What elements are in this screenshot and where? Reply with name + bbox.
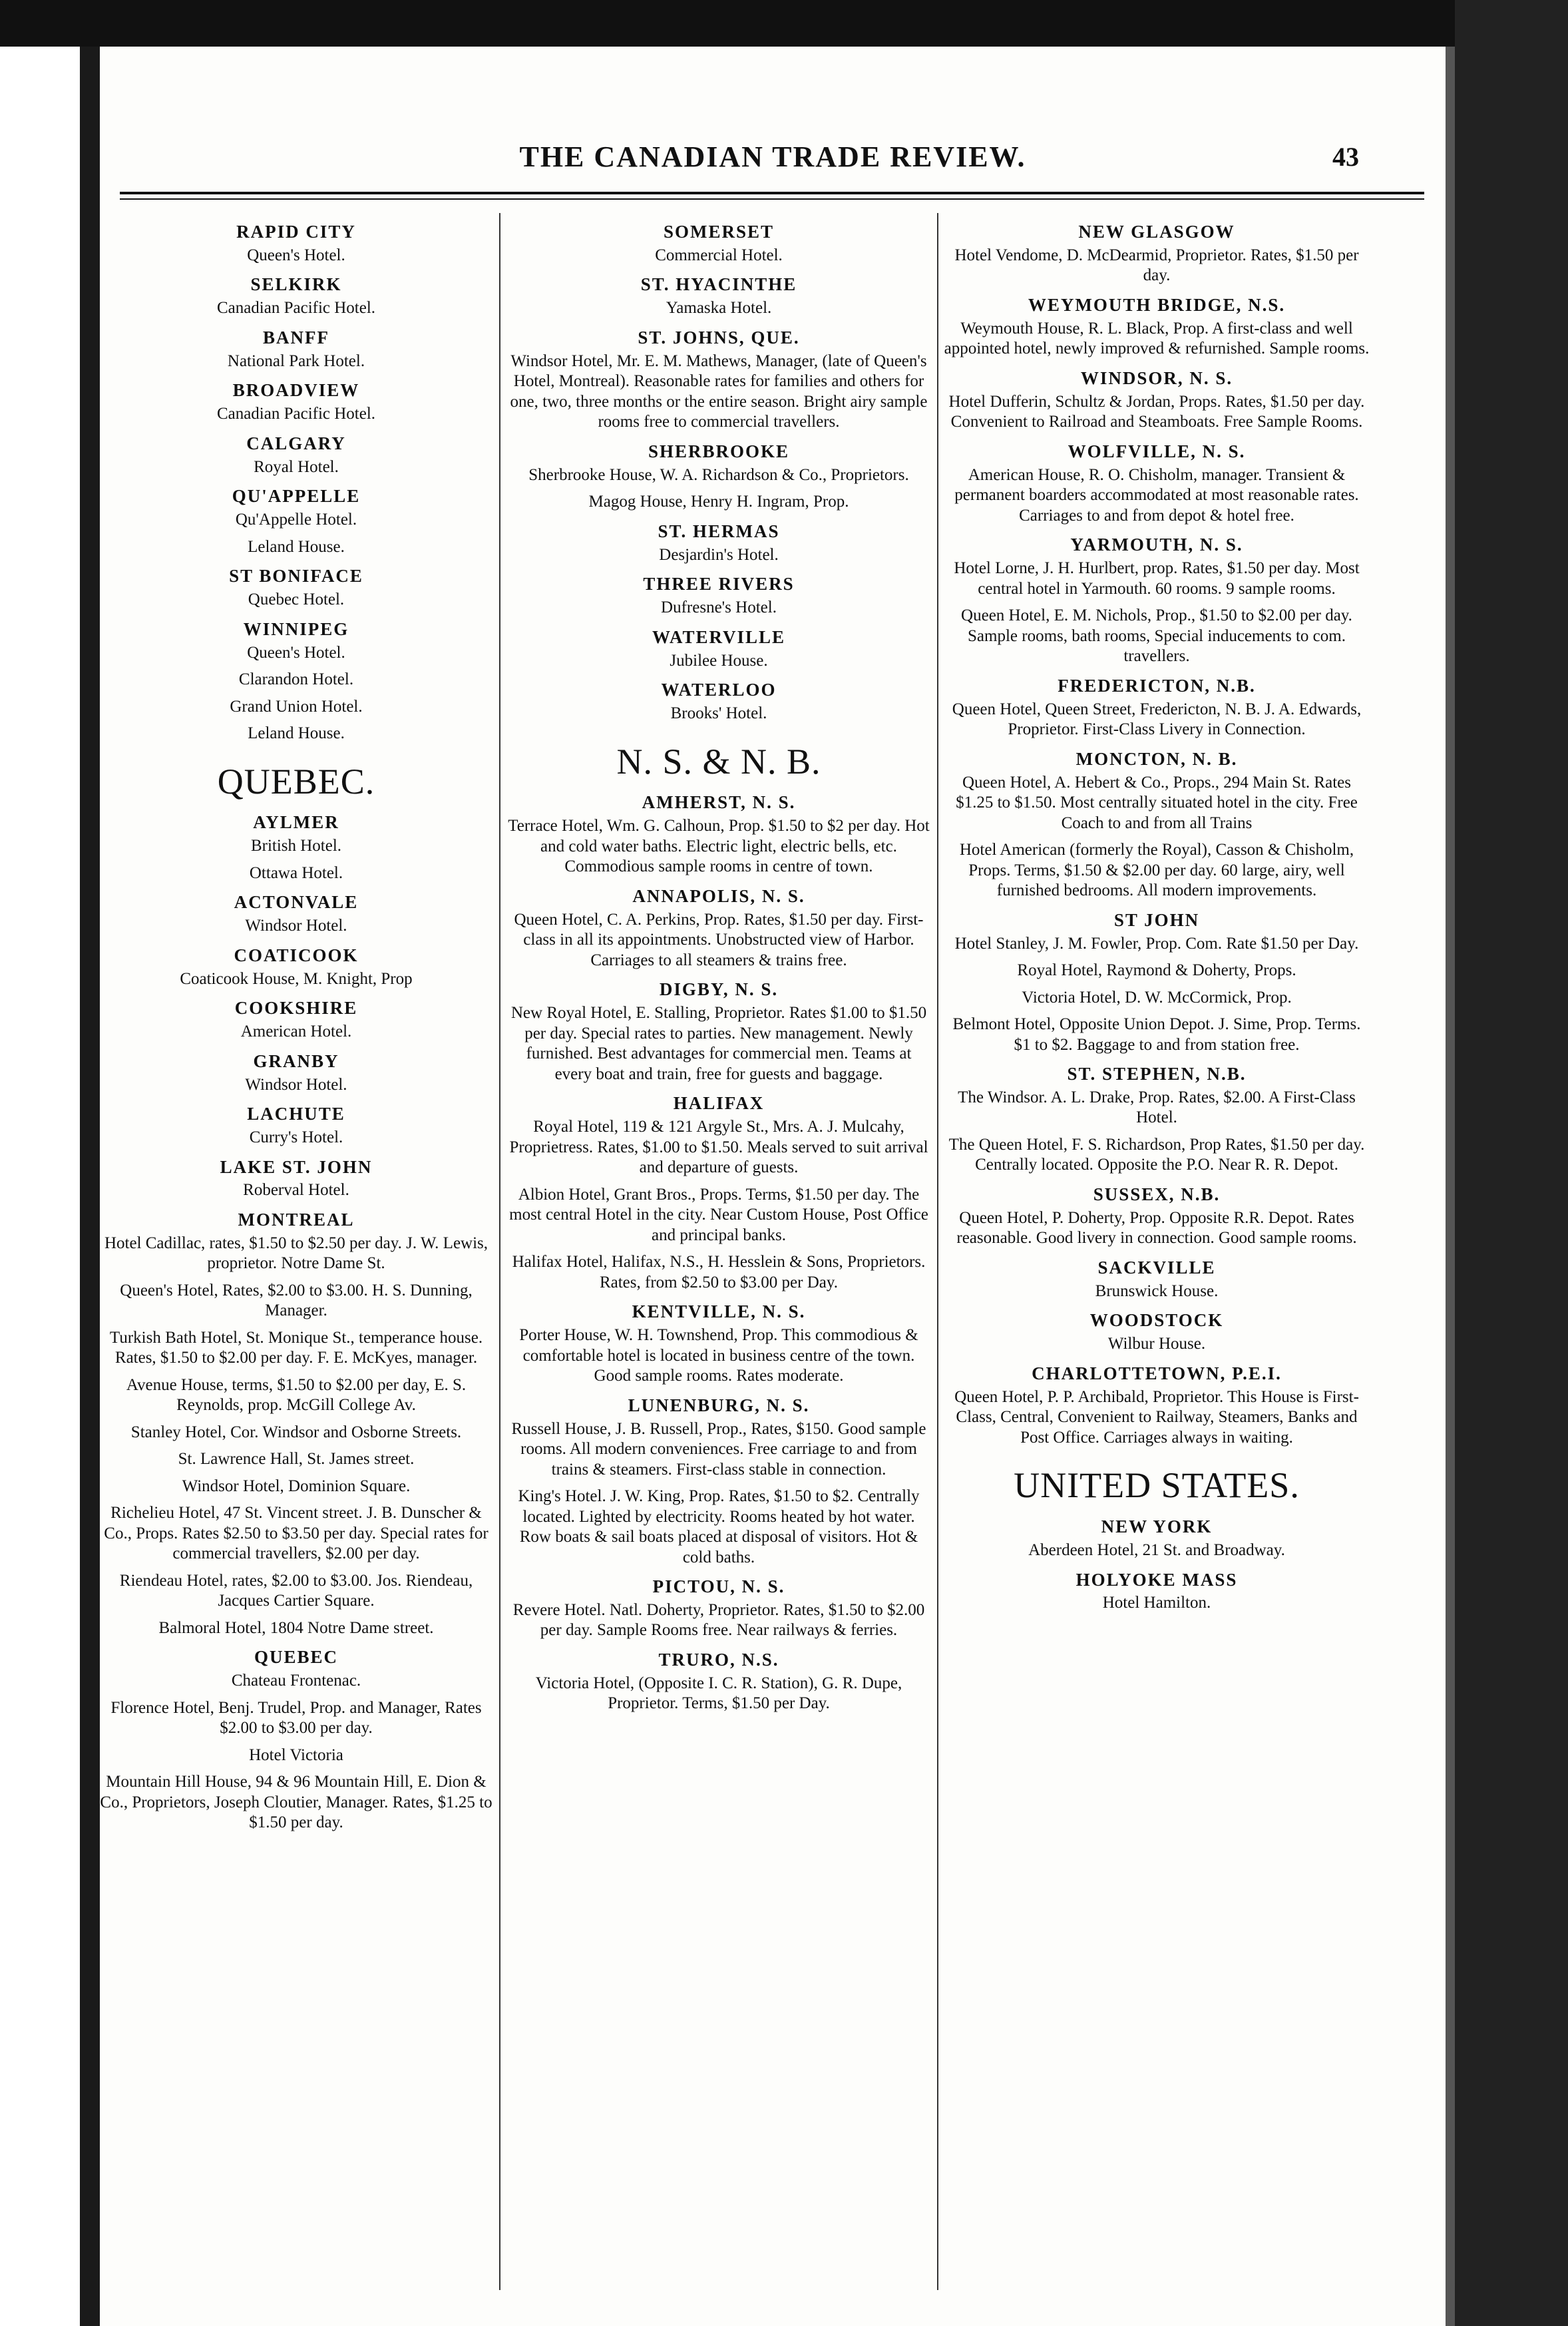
town-heading: QU'APPELLE [232,486,361,507]
town-heading: SHERBROOKE [648,441,790,461]
hotel-listing: Magog House, Henry H. Ingram, Prop. [588,493,849,511]
town-heading: QUEBEC [254,1647,339,1668]
town-heading: ANNAPOLIS, N. S. [632,885,805,906]
town-heading: SOMERSET [663,222,775,242]
hotel-listing: Hotel Vendome, D. McDearmid, Proprietor. Rates, $1.50 per day. [954,246,1359,285]
hotel-listing: Canadian Pacific Hotel. [216,299,376,318]
town-heading: ST. HYACINTHE [640,274,797,295]
hotel-listing: Queen Hotel, E. M. Nichols, Prop., $1.50 to $2.00 per day. Sample rooms, bath rooms, Special inducements to com. travellers. [961,606,1352,666]
town-heading: AYLMER [253,812,339,833]
town-heading: BANFF [263,327,329,348]
town-heading: NEW GLASGOW [1078,222,1235,242]
column-divider [499,213,500,2290]
hotel-listing: Quebec Hotel. [248,590,345,609]
hotel-listing: Dufresne's Hotel. [661,598,777,617]
hotel-listing: Queen Hotel, P. P. Archibald, Proprietor. This House is First-Class, Central, Convenient to Railway, Steamers, Banks and Post Office. Carriages always in waiting. [954,1387,1359,1447]
town-heading: SACKVILLE [1097,1257,1216,1278]
town-heading: ST. HERMAS [658,521,780,541]
hotel-listing: Queen Hotel, P. Doherty, Prop. Opposite R.R. Depot. Rates reasonable. Good livery in connection. Good sample rooms. [956,1208,1357,1248]
town-heading: WINNIPEG [243,618,349,639]
hotel-listing: Hotel Victoria [249,1745,343,1764]
hotel-listing: Richelieu Hotel, 47 St. Vincent street. J. B. Dunscher & Co., Props. Rates $2.50 to $3.50 per day. Special rates for commercial travellers, $2.00 per day. [104,1504,489,1563]
town-heading: LACHUTE [247,1104,345,1124]
town-heading: WATERVILLE [652,626,786,647]
hotel-listing: Queen's Hotel. [247,246,345,264]
hotel-listing: King's Hotel. J. W. King, Prop. Rates, $1.50 to $2. Centrally located. Lighted by electricity. Rooms heated by hot water. Row boats & sail boats placed at disposal of visitors. Hot & cold baths. [518,1487,920,1566]
hotel-listing: Royal Hotel, 119 & 121 Argyle St., Mrs. A. J. Mulcahy, Proprietress. Rates, $1.00 to $1.50. Meals served to suit arrival and departure of guests. [509,1118,928,1177]
hotel-listing: Brooks' Hotel. [670,704,767,722]
hotel-listing: Windsor Hotel, Mr. E. M. Mathews, Manager, (late of Queen's Hotel, Montreal). Reasonable rates for families and others for one, two, three months or the entire season. Bright airy sample rooms free to commercial travellers. [510,351,928,431]
town-heading: WEYMOUTH BRIDGE, N.S. [1028,294,1286,315]
hotel-listing: Halifax Hotel, Halifax, N.S., H. Hesslein & Sons, Proprietors. Rates, from $2.50 to $3.00 per Day. [512,1253,926,1291]
hotel-listing: Porter House, W. H. Townshend, Prop. This commodious & comfortable hotel is located in business centre of the town. Good sample rooms. Rates moderate. [519,1326,918,1385]
hotel-listing: Coaticook House, M. Knight, Prop [180,969,413,988]
hotel-listing: Brunswick House. [1095,1281,1219,1300]
hotel-listing: Sherbrooke House, W. A. Richardson & Co., Proprietors. [528,465,909,484]
hotel-listing: Commercial Hotel. [655,246,783,264]
town-heading: ST BONIFACE [229,566,363,586]
hotel-listing: National Park Hotel. [227,351,365,370]
page-number: 43 [1332,142,1359,172]
directory-columns [100,213,1446,2310]
town-heading: HALIFAX [673,1093,765,1114]
scan-right-shadow [1446,47,1455,2326]
hotel-listing: Leland House. [248,537,345,556]
scan-right-edge [1455,0,1568,2326]
town-heading: PICTOU, N. S. [652,1576,785,1596]
town-heading: HOLYOKE MASS [1076,1569,1238,1590]
hotel-listing: Hotel Stanley, J. M. Fowler, Prop. Com. Rate $1.50 per Day. [954,934,1359,953]
hotel-listing: Queen Hotel, C. A. Perkins, Prop. Rates, $1.50 per day. First-class in all its appointments. Unobstructed view of Harbor. Carriages to all steamers & trains free. [514,910,924,969]
hotel-listing: Queen Hotel, A. Hebert & Co., Props., 294 Main St. Rates $1.25 to $1.50. Most centrally situated hotel in the city. Free Coach to and from all Trains [956,773,1358,832]
hotel-listing: Hotel Hamilton. [1102,1594,1211,1612]
hotel-listing: Mountain Hill House, 94 & 96 Mountain Hill, E. Dion & Co., Proprietors, Joseph Cloutier, Manager. Rates, $1.25 to $1.50 per day. [100,1773,492,1832]
hotel-listing: Windsor Hotel. [245,1075,347,1094]
newspaper-page [100,47,1446,2326]
column-1 [100,213,492,2310]
town-heading: CALGARY [246,433,346,453]
region-heading: UNITED STATES. [1014,1465,1300,1506]
column-2 [506,213,932,2310]
hotel-listing: Victoria Hotel, D. W. McCormick, Prop. [1022,988,1292,1007]
hotel-listing: Hotel Cadillac, rates, $1.50 to $2.50 per day. J. W. Lewis, proprietor. Notre Dame St. [104,1234,489,1273]
town-heading: MONTREAL [238,1209,355,1230]
hotel-listing: British Hotel. [250,837,342,855]
hotel-listing: Queen Hotel, Queen Street, Fredericton, N. B. J. A. Edwards, Proprietor. First-Class Livery in Connection. [952,700,1362,739]
hotel-listing: Balmoral Hotel, 1804 Notre Dame street. [158,1618,434,1637]
page-header [100,140,1446,200]
town-heading: WOODSTOCK [1089,1310,1224,1331]
region-heading: N. S. & N. B. [616,741,821,782]
town-heading: THREE RIVERS [643,574,795,594]
town-heading: LAKE ST. JOHN [220,1156,373,1177]
town-heading: ACTONVALE [234,892,359,913]
hotel-listing: Leland House. [248,724,345,742]
town-heading: KENTVILLE, N. S. [632,1301,806,1322]
page-title: THE CANADIAN TRADE REVIEW. [519,140,1026,173]
hotel-listing: Canadian Pacific Hotel. [216,405,376,423]
hotel-listing: New Royal Hotel, E. Stalling, Proprietor. Rates $1.00 to $1.50 per day. Special rates to parties. New management. Newly furnished. Best advantages for commercial men. Teams at every boat and train, free for guests and baggage. [510,1004,927,1083]
hotel-listing: Revere Hotel. Natl. Doherty, Proprietor. Rates, $1.50 to $2.00 per day. Sample Rooms free. Near railways & ferries. [512,1600,925,1640]
hotel-listing: Jubilee House. [670,651,768,670]
hotel-listing: Windsor Hotel, Dominion Square. [182,1477,411,1495]
hotel-listing: St. Lawrence Hall, St. James street. [178,1450,415,1469]
hotel-listing: The Windsor. A. L. Drake, Prop. Rates, $2.00. A First-Class Hotel. [958,1088,1356,1127]
town-heading: CHARLOTTETOWN, P.E.I. [1032,1363,1282,1383]
town-heading: RAPID CITY [236,222,356,242]
town-heading: GRANBY [253,1050,339,1071]
hotel-listing: Clarandon Hotel. [238,670,354,688]
town-heading: COOKSHIRE [234,998,358,1019]
hotel-listing: Qu'Appelle Hotel. [235,511,357,529]
town-heading: FREDERICTON, N.B. [1058,675,1256,696]
hotel-listing: Royal Hotel, Raymond & Doherty, Props. [1017,961,1296,979]
hotel-listing: Desjardin's Hotel. [659,545,779,564]
town-heading: WATERLOO [661,680,777,700]
town-heading: YARMOUTH, N. S. [1070,535,1243,555]
hotel-listing: Hotel American (formerly the Royal), Casson & Chisholm, Props. Terms, $1.50 & $2.00 per day. 60 large, airy, well furnished bedrooms. All modern improvements. [959,841,1354,900]
hotel-listing: Chateau Frontenac. [231,1672,361,1690]
hotel-listing: Belmont Hotel, Opposite Union Depot. J. Sime, Prop. Terms. $1 to $2. Baggage to and from station free. [952,1015,1361,1054]
town-heading: SELKIRK [250,274,342,295]
hotel-listing: Albion Hotel, Grant Bros., Props. Terms, $1.50 per day. The most central Hotel in the city. Near Custom House, Post Office and principal banks. [509,1185,928,1244]
region-heading: QUEBEC. [217,761,375,802]
header-rule [120,192,1424,194]
hotel-listing: Terrace Hotel, Wm. G. Calhoun, Prop. $1.50 to $2 per day. Hot and cold water baths. Electric light, electric bells, etc. Commodious sample rooms in centre of town. [508,817,930,876]
town-heading: BROADVIEW [232,380,360,401]
hotel-listing: Stanley Hotel, Cor. Windsor and Osborne Streets. [130,1423,462,1441]
hotel-listing: Hotel Lorne, J. H. Hurlbert, prop. Rates, $1.50 per day. Most central hotel in Yarmouth. 60 rooms. 9 sample rooms. [954,559,1360,598]
scan-top-edge [0,0,1568,47]
hotel-listing: Florence Hotel, Benj. Trudel, Prop. and Manager, Rates $2.00 to $3.00 per day. [110,1698,482,1738]
hotel-listing: Curry's Hotel. [249,1128,343,1146]
town-heading: NEW YORK [1101,1516,1213,1537]
hotel-listing: Hotel Dufferin, Schultz & Jordan, Props. Rates, $1.50 per day. Convenient to Railroad and Steamboats. Free Sample Rooms. [948,392,1365,431]
hotel-listing: Ottawa Hotel. [249,863,343,882]
town-heading: ST. STEPHEN, N.B. [1067,1064,1247,1084]
hotel-listing: Aberdeen Hotel, 21 St. and Broadway. [1028,1541,1285,1559]
town-heading: SUSSEX, N.B. [1093,1184,1221,1204]
town-heading: ST. JOHNS, QUE. [638,327,800,348]
town-heading: AMHERST, N. S. [642,792,796,813]
town-heading: MONCTON, N. B. [1076,748,1238,769]
hotel-listing: American Hotel. [240,1023,352,1041]
town-heading: ST JOHN [1113,909,1200,930]
town-heading: COATICOOK [234,945,359,965]
scan-left-shadow [80,47,100,2326]
hotel-listing: The Queen Hotel, F. S. Richardson, Prop Rates, $1.50 per day. Centrally located. Opposite the P.O. Near R. R. Depot. [948,1135,1365,1174]
town-heading: DIGBY, N. S. [659,979,779,1000]
hotel-listing: Queen's Hotel, Rates, $2.00 to $3.00. H. S. Dunning, Manager. [120,1281,473,1320]
hotel-listing: Grand Union Hotel. [230,697,363,716]
header-rule-thin [120,198,1424,200]
hotel-listing: Royal Hotel. [254,457,339,476]
hotel-listing: Windsor Hotel. [245,917,347,935]
hotel-listing: Wilbur House. [1107,1335,1206,1353]
hotel-listing: American House, R. O. Chisholm, manager. Transient & permanent boarders accommodated at most reasonable rates. Carriages to and from depot & hotel free. [954,465,1359,525]
column-3 [944,213,1370,2310]
town-heading: TRURO, N.S. [658,1649,779,1670]
town-heading: LUNENBURG, N. S. [628,1395,810,1415]
hotel-listing: Turkish Bath Hotel, St. Monique St., temperance house. Rates, $1.50 to $2.00 per day. F. E. McKyes, manager. [109,1328,483,1367]
town-heading: WOLFVILLE, N. S. [1068,441,1246,461]
hotel-listing: Weymouth House, R. L. Black, Prop. A first-class and well appointed hotel, newly improved & refurnished. Sample rooms. [944,319,1370,358]
hotel-listing: Avenue House, terms, $1.50 to $2.00 per day, E. S. Reynolds, prop. McGill College Av. [126,1375,467,1415]
hotel-listing: Queen's Hotel. [247,643,345,662]
hotel-listing: Riendeau Hotel, rates, $2.00 to $3.00. Jos. Riendeau, Jacques Cartier Square. [119,1571,473,1610]
hotel-listing: Russell House, J. B. Russell, Prop., Rates, $150. Good sample rooms. All modern conveniences. Free carriage to and from trains & steamers. First-class stable in connection. [511,1419,926,1479]
town-heading: WINDSOR, N. S. [1080,367,1233,388]
hotel-listing: Victoria Hotel, (Opposite I. C. R. Station), G. R. Dupe, Proprietor. Terms, $1.50 per Day. [535,1674,902,1713]
column-divider [937,213,938,2290]
hotel-listing: Roberval Hotel. [243,1181,349,1200]
hotel-listing: Yamaska Hotel. [666,299,772,318]
